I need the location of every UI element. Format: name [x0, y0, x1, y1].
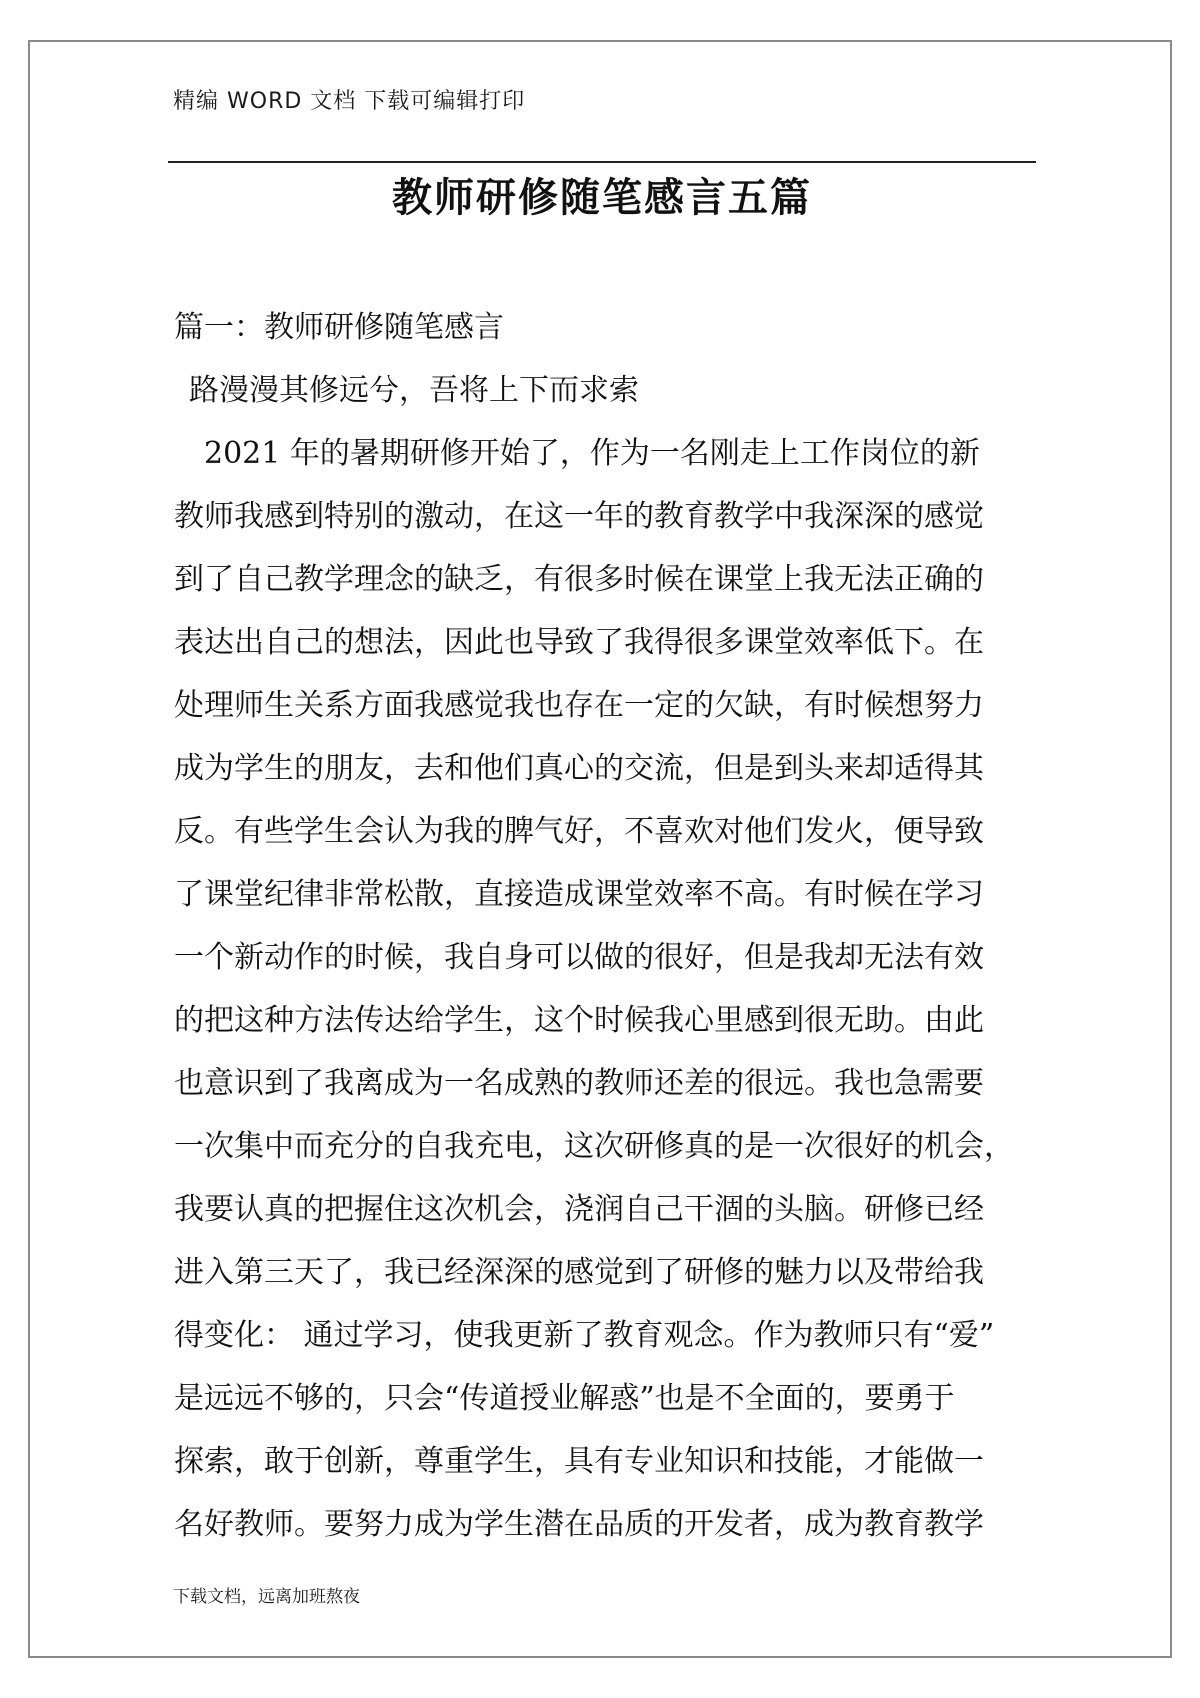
paragraph-line: 也意识到了我离成为一名成熟的教师还差的很远。我也急需要 [174, 1066, 984, 1101]
paragraph-line: 我要认真的把握住这次机会，浇润自己干涸的头脑。研修已经 [174, 1192, 984, 1227]
paragraph-line: 得变化： 通过学习，使我更新了教育观念。作为教师只有“爱” [174, 1318, 995, 1353]
footer-note: 下载文档，远离加班熬夜 [173, 1587, 360, 1607]
section-subtitle: 路漫漫其修远兮，吾将上下而求索 [189, 373, 639, 408]
paragraph-line: 到了自己教学理念的缺乏，有很多时候在课堂上我无法正确的 [174, 562, 984, 597]
paragraph-line: 了课堂纪律非常松散，直接造成课堂效率不高。有时候在学习 [174, 877, 984, 912]
document-title: 教师研修随笔感言五篇 [392, 174, 812, 221]
paragraph-line: 反。有些学生会认为我的脾气好，不喜欢对他们发火，便导致 [174, 814, 984, 849]
paragraph-line: 一次集中而充分的自我充电，这次研修真的是一次很好的机会， [174, 1129, 1014, 1164]
paragraph-line: 教师我感到特别的激动，在这一年的教育教学中我深深的感觉 [174, 499, 984, 534]
header-divider [168, 161, 1036, 163]
paragraph-line: 的把这种方法传达给学生，这个时候我心里感到很无助。由此 [174, 1003, 984, 1038]
header-note: 精编 WORD 文档 下载可编辑打印 [173, 89, 526, 114]
paragraph-line: 是远远不够的，只会“传道授业解惑”也是不全面的，要勇于 [174, 1381, 955, 1416]
paragraph-line: 2021 年的暑期研修开始了，作为一名刚走上工作岗位的新 [204, 436, 980, 471]
document-body [174, 296, 1044, 1556]
paragraph-line: 一个新动作的时候，我自身可以做的很好，但是我却无法有效 [174, 940, 984, 975]
paragraph-line: 进入第三天了，我已经深深的感觉到了研修的魅力以及带给我 [174, 1255, 984, 1290]
paragraph-line: 名好教师。要努力成为学生潜在品质的开发者，成为教育教学 [174, 1507, 984, 1542]
paragraph-line: 探索，敢于创新，尊重学生，具有专业知识和技能，才能做一 [174, 1444, 984, 1479]
paragraph-line: 成为学生的朋友，去和他们真心的交流，但是到头来却适得其 [174, 751, 984, 786]
section-heading: 篇一：教师研修随笔感言 [174, 310, 504, 345]
paragraph-line: 表达出自己的想法，因此也导致了我得很多课堂效率低下。在 [174, 625, 984, 660]
paragraph-line: 处理师生关系方面我感觉我也存在一定的欠缺，有时候想努力 [174, 688, 984, 723]
